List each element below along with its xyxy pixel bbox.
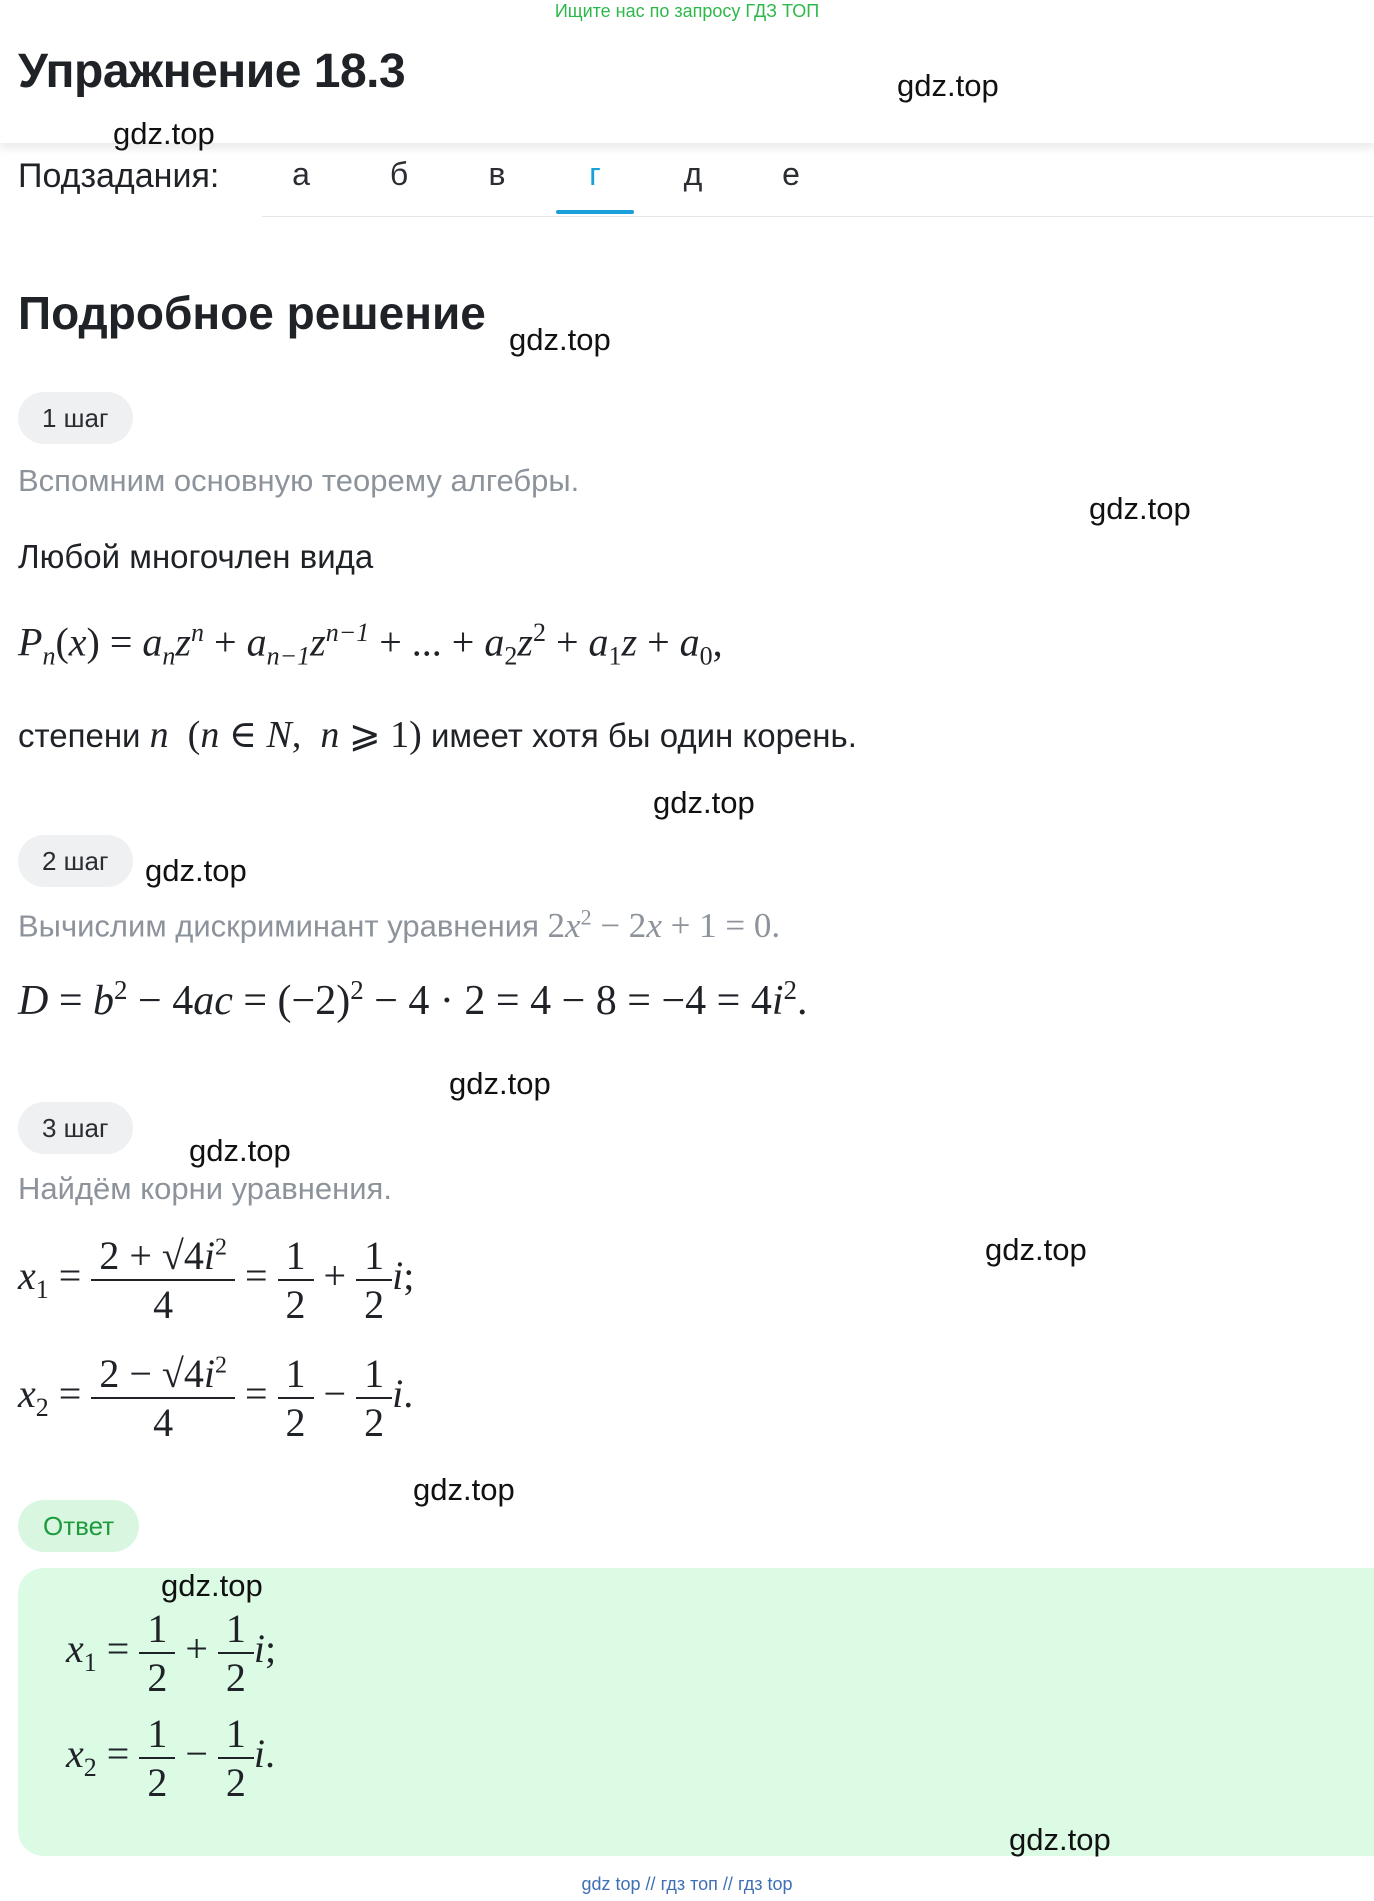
tab-b[interactable]: б [389,156,409,192]
discriminant-formula: $D = b^2 - 4ac = (-2)^2 - 4 \cdot 2 = 4 - 8 = -4 = 4i^2$. [18,975,808,1024]
answer-x2: $x_2$ = $\frac{1}{2}$ − $\frac{1}{2}$ i. [66,1711,276,1805]
root-x1-formula: $x_1$ = $\frac{2 + √4i^2}{4}$ = $\frac{1}{2}$ + $\frac{1}{2}$ i; [18,1233,415,1327]
step-3-badge: 3 шаг [18,1102,133,1154]
watermark: gdz.top [189,1133,291,1168]
footer-links [0,1874,1374,1895]
watermark: gdz.top [413,1472,515,1507]
answer-badge: Ответ [18,1500,139,1552]
theorem-intro: Любой многочлен вида [18,538,374,575]
theorem-conclusion: имеет хотя бы один корень. [430,717,857,754]
root-x2-formula: $x_2$ = $\frac{2 - √4i^2}{4}$ = $\frac{1}{2}$ − $\frac{1}{2}$ i. [18,1351,414,1445]
polynomial-formula: $P_n(x) = a_nz^n + a_{n-1}z^{n-1}$ + ... + $a_2z^2 + a_1z + a_0$, [18,618,723,671]
active-tab-indicator [556,210,634,214]
subtasks-tabs [262,152,1374,217]
step-1-text: Вспомним основную теорему алгебры. [18,463,580,498]
tab-e[interactable]: е [782,156,800,192]
search-banner[interactable]: Ищите нас по запросу ГДЗ ТОП [554,1,820,21]
step-1-badge: 1 шаг [18,392,133,444]
watermark: gdz.top [1009,1822,1111,1857]
watermark: gdz.top [161,1568,263,1603]
watermark: gdz.top [653,785,755,820]
footer-link[interactable]: гдз top [737,1874,793,1894]
watermark: gdz.top [113,116,215,151]
watermark: gdz.top [509,322,611,357]
watermark: gdz.top [1089,491,1191,526]
footer-separator: // [722,1874,733,1894]
degree-prefix: степени [18,717,141,754]
page-title: Упражнение 18.3 [18,45,406,98]
tab-v[interactable]: в [488,156,506,192]
solution-title: Подробное решение [18,287,486,339]
footer-separator: // [645,1874,656,1894]
watermark: gdz.top [897,68,999,103]
footer-link[interactable]: гдз топ [660,1874,718,1894]
footer-link[interactable]: gdz top [581,1874,641,1894]
answer-x1: $x_1$ = $\frac{1}{2}$ + $\frac{1}{2}$ i; [66,1606,277,1700]
step-2-text: Вычислим дискриминант уравнения [18,908,539,944]
step-2-text-line: Вычислим дискриминант уравнения $2x^2 - 2x + 1 = 0$. [18,904,781,945]
subtasks-label: Подзадания: [18,157,220,195]
tab-g[interactable]: г [589,156,601,192]
tab-d[interactable]: д [683,156,703,192]
watermark: gdz.top [145,853,247,888]
watermark: gdz.top [985,1232,1087,1267]
step-3-text: Найдём корни уравнения. [18,1171,392,1206]
watermark: gdz.top [449,1066,551,1101]
theorem-degree-line: степени n (n ∈ N, n ⩾ 1) имеет хотя бы один корень. [18,714,857,756]
step-2-badge: 2 шаг [18,835,133,887]
tab-a[interactable]: а [292,156,310,192]
